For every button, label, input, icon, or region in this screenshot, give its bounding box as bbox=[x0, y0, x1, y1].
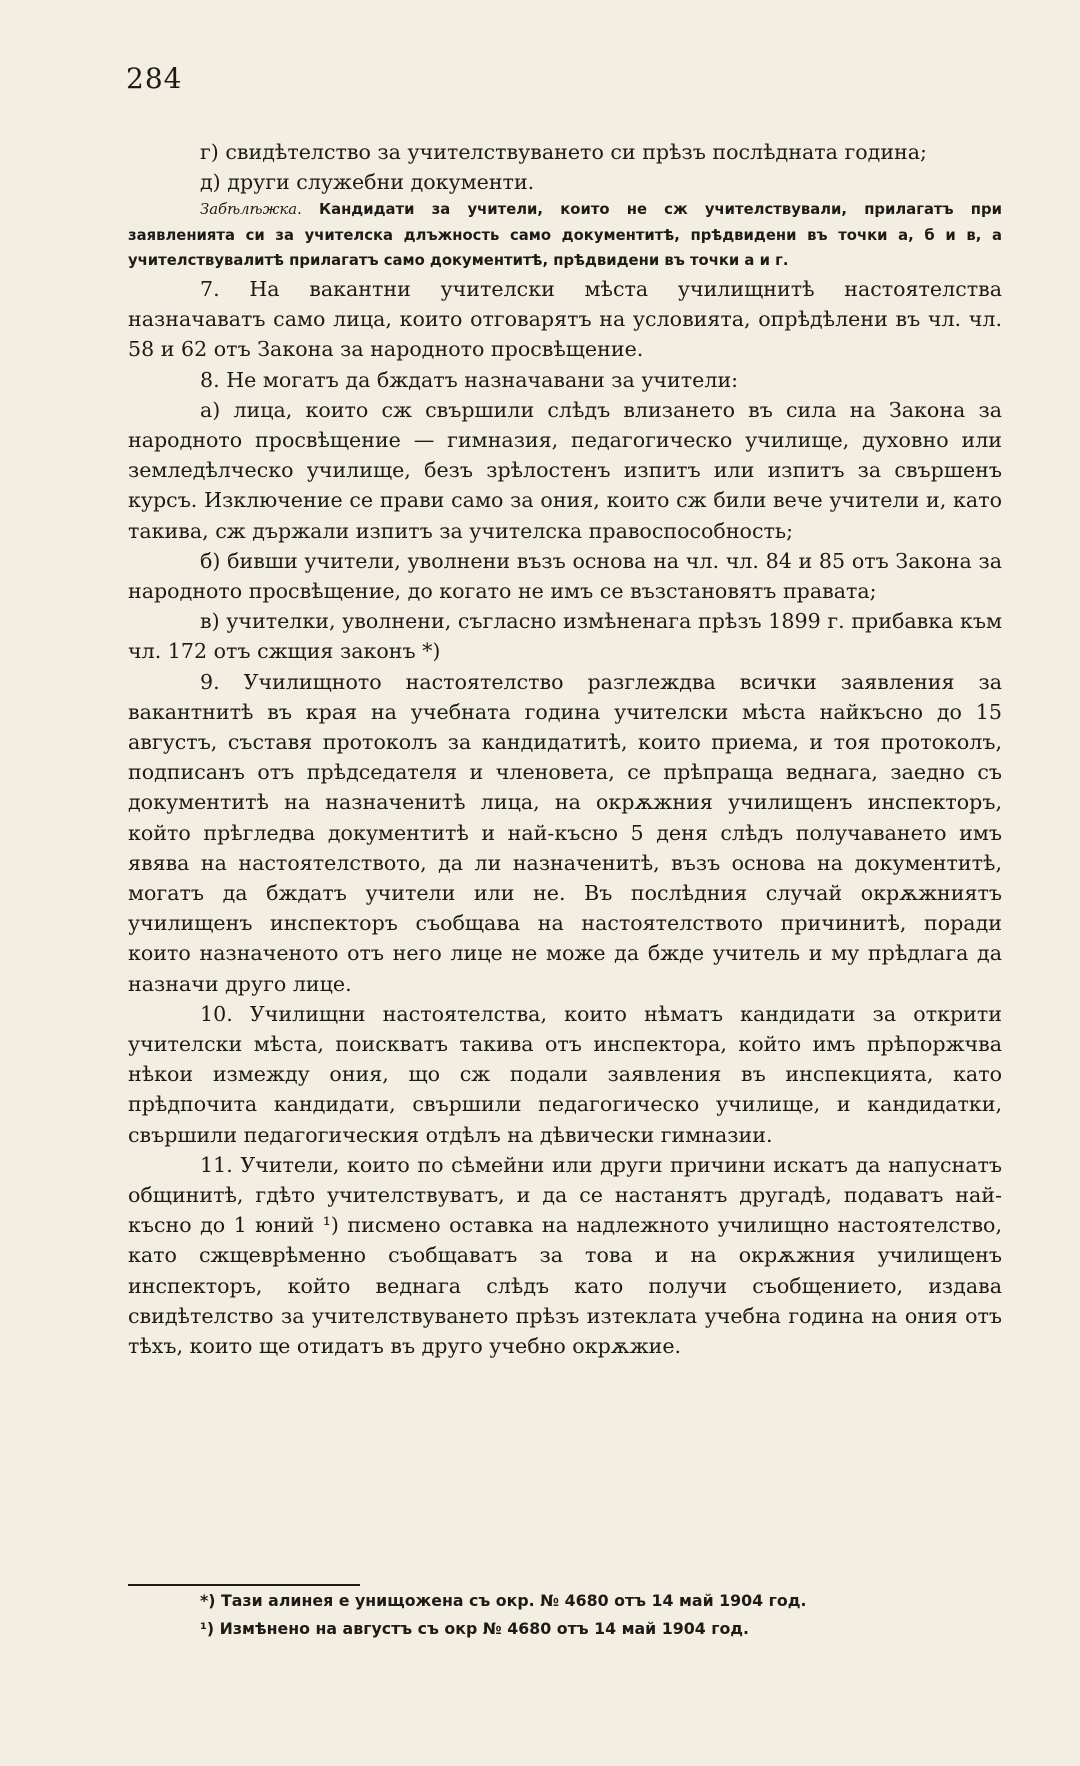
footnotes bbox=[200, 1587, 1002, 1643]
paragraph-d-documents: д) други служебни документи. bbox=[200, 170, 535, 195]
footnote-asterisk: *) Тази алинея е унищожена съ окр. № 4680 отъ 14 май 1904 год. bbox=[200, 1591, 807, 1610]
page-number: 284 bbox=[126, 62, 183, 95]
note bbox=[128, 197, 1002, 274]
paragraph-8: 8. Не могатъ да бждатъ назначавани за учители: bbox=[200, 367, 739, 392]
paragraph-10: 10. Училищни настоятелства, които нѣматъ кандидати за открити учителски мѣста, поискватъ такива отъ инспектора, който имъ прѣпоржчва нѣкои измежду ония, що сж подали заявления въ инспекцията, като прѣдпочита кандидати, свършили педагогическо училище, и кандидатки, свършили педагогическия отдѣлъ на дѣвически гимназии. bbox=[128, 1001, 1002, 1147]
paragraph-8v: в) учителки, уволнени, съгласно измѣненага прѣзъ 1899 г. прибавка към чл. 172 отъ сжщия законъ *) bbox=[128, 609, 1002, 664]
paragraph-8a: а) лица, които сж свършили слѣдъ влизането въ сила на Закона за народното просвѣщение — гимназия, педагогическо училище, духовно или земледѣлческо училище, безъ зрѣлостенъ изпитъ или изпитъ за свършенъ курсъ. Изключение се прави само за ония, които сж били вече учители и, като такива, сж държали изпитъ за учителска правоспособность; bbox=[128, 397, 1002, 543]
footnote-one: ¹) Измѣнено на августъ съ окр № 4680 отъ 14 май 1904 год. bbox=[200, 1619, 750, 1638]
note-body: Кандидати за учители, които не сж учителствували, прилагатъ при заявленията си за учителска длъжность само документитѣ, прѣдвидени въ точки а, б и в, а учителствувалитѣ прилагатъ само документитѣ, прѣдвидени въ точки а и г. bbox=[128, 201, 1002, 270]
paragraph-9: 9. Училищното настоятелство разглеждва всички заявления за вакантнитѣ въ края на учебната година учителски мѣста найкъсно до 15 августъ, съставя протоколъ за кандидатитѣ, които приема, и тоя протоколъ, подписанъ отъ прѣдседателя и членовета, се прѣпраща веднага, заедно съ документитѣ на назначенитѣ лица, на окрѫжния училищенъ инспекторъ, който прѣгледва документитѣ и най-късно 5 деня слѣдъ получаването имъ явява на настоятелството, да ли назначенитѣ, възъ основа на документитѣ, могатъ да бждатъ учители или не. Въ послѣдния случай окрѫжниятъ училищенъ инспекторъ съобщава на настоятелството причинитѣ, поради които назначеното отъ него лице не може да бжде учитель и му прѣдлага да назначи друго лице. bbox=[128, 669, 1002, 996]
main-text bbox=[128, 137, 1002, 1361]
paragraph-8b: б) бивши учители, уволнени възъ основа на чл. чл. 84 и 85 отъ Закона за народното просвѣщение, до когато не имъ се възстановятъ правата; bbox=[128, 548, 1002, 603]
paragraph-g-certificate: г) свидѣтелство за учителствуването си прѣзъ послѣдната година; bbox=[200, 140, 927, 164]
paragraph-11: 11. Учители, които по сѣмейни или други причини искатъ да напуснатъ общинитѣ, гдѣто учителствуватъ, и да се настанятъ другадѣ, подаватъ най-късно до 1 юний ¹) писмено оставка на надлежното училищно настоятелство, като сжщеврѣменно съобщаватъ за това и на окрѫжния училищенъ инспекторъ, който веднага слѣдъ като получи съобщението, издава свидѣтелство за учителствуването прѣзъ изтеклата учебна година на ония отъ тѣхъ, които ще отидатъ въ друго учебно окрѫжие. bbox=[128, 1152, 1002, 1359]
paragraph-7: 7. На вакантни учителски мѣста училищнитѣ настоятелства назначаватъ само лица, които отговарятъ на условията, опрѣдѣлени въ чл. чл. 58 и 62 отъ Закона за народното просвѣщение. bbox=[128, 276, 1002, 362]
footnote-divider bbox=[128, 1584, 360, 1586]
note-title: Забѣлѣжка. bbox=[200, 201, 302, 219]
